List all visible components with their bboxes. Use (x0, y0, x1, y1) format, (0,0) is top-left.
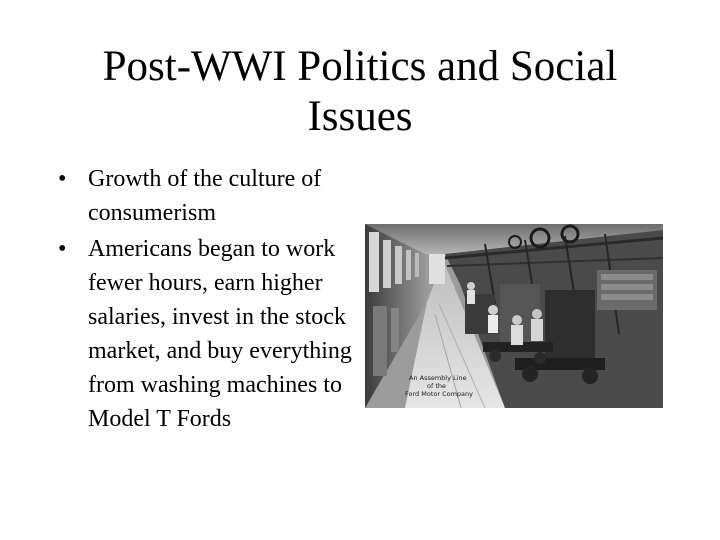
bullet-icon: • (58, 166, 67, 192)
bullet-item (58, 162, 358, 230)
slide-title: Post-WWI Politics and Social Issues (102, 43, 618, 140)
photo-caption-line: Ford Motor Company (405, 390, 474, 398)
photo-caption-line: of the (427, 382, 446, 390)
assembly-line-photo (365, 224, 663, 408)
bullet-item (58, 232, 358, 436)
photo-caption-line: An Assembly Line (409, 374, 467, 382)
bullet-icon: • (58, 236, 67, 262)
bullet-list (58, 162, 358, 436)
bullet-text: Growth of the culture of consumerism (88, 166, 322, 226)
bullet-text: Americans began to work fewer hours, earn higher salaries, invest in the stock market, and buy everything from washing machines to Model T Fords (88, 236, 352, 432)
